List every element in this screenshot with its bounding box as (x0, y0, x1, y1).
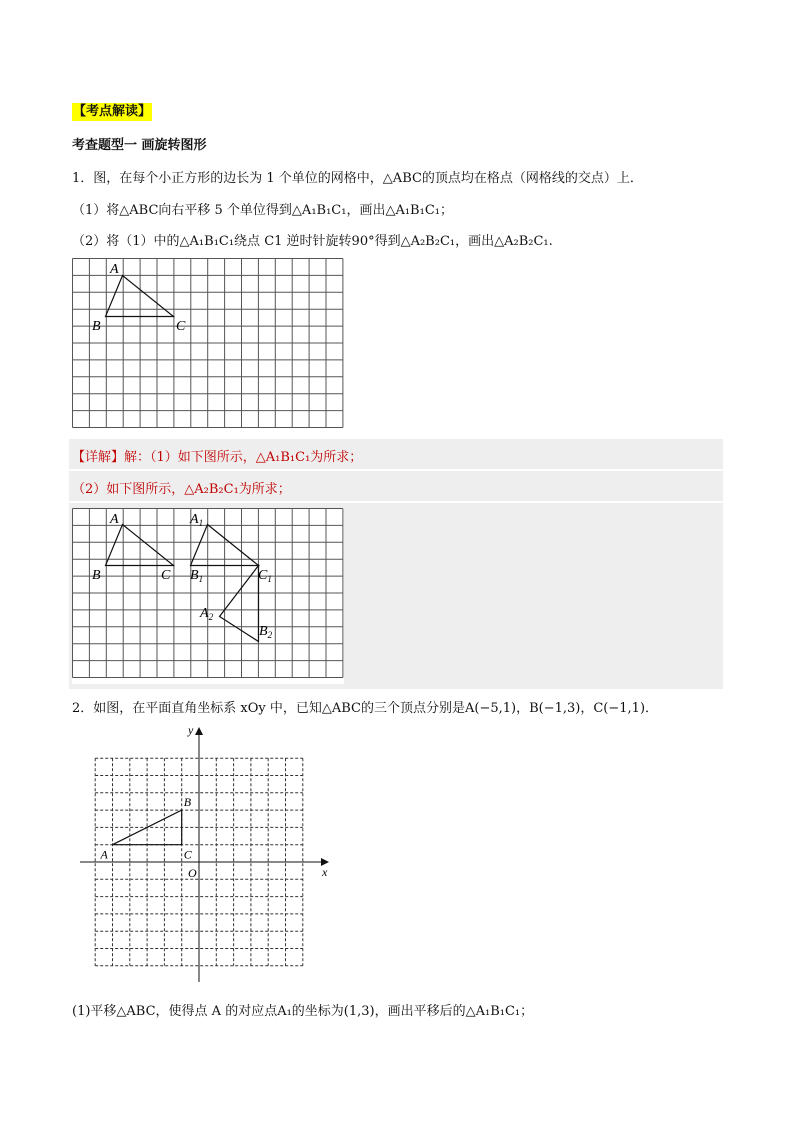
solution-line-2: （2）如下图所示，△A₂B₂C₁为所求； (72, 482, 291, 497)
figure-2-grid (72, 508, 344, 684)
label-a: A (110, 512, 119, 527)
label-a: A (100, 847, 108, 862)
label-a1-letter: A (190, 512, 199, 527)
grid-lines (73, 259, 343, 428)
label-c: C (176, 319, 186, 334)
question-1-part-2: （2）将（1）中的△A₁B₁C₁绕点 C1 逆时针旋转90°得到△A₂B₂C₁，画出△A₂B₂C₁. (72, 234, 553, 249)
label-b1-sub: 1 (198, 574, 204, 584)
question-1-stem: 1．图，在每个小正方形的边长为 1 个单位的网格中，△ABC的顶点均在格点（网格线的交点）上． (72, 171, 643, 186)
solution-line-1 (72, 446, 362, 465)
section-heading: 考查题型一 画旋转图形 (72, 138, 207, 153)
label-c: C (183, 847, 192, 862)
y-axis-label: y (188, 723, 194, 737)
label-a2-letter: A (200, 606, 209, 621)
question-2-stem: 2．如图，在平面直角坐标系 xOy 中，已知△ABC的三个顶点分别是A(−5,1)，B(−1,3)，C(−1,1)． (72, 701, 659, 716)
label-b1-letter: B (190, 568, 199, 583)
label-b2-letter: B (259, 624, 268, 639)
label-a: A (110, 262, 119, 277)
label-c1-sub: 1 (267, 574, 272, 584)
x-axis-label: x (322, 865, 328, 879)
label-c1-letter: C (258, 568, 268, 583)
question-2-part-1: (1)平移△ABC，使得点 A 的对应点A₁的坐标为(1,3)，画出平移后的△A₁B₁C₁； (72, 1004, 534, 1019)
label-b2-sub: 2 (267, 630, 273, 640)
question-1-part-1: （1）将△ABC向右平移 5 个单位得到△A₁B₁C₁，画出△A₁B₁C₁； (72, 203, 453, 218)
triangle-abc (106, 276, 174, 317)
label-a2-sub: 2 (208, 612, 214, 622)
solution-text-1: 解：（1）如下图所示，△A₁B₁C₁为所求； (124, 450, 363, 465)
label-b: B (92, 319, 101, 334)
solution-tag: 【详解】 (72, 450, 125, 465)
label-c: C (161, 568, 171, 583)
coordinate-plane (72, 720, 334, 985)
figure-1-grid (72, 258, 344, 434)
label-b: B (92, 568, 101, 583)
label-b: B (183, 795, 192, 810)
origin-label: O (188, 866, 197, 880)
label-a1-sub: 1 (198, 518, 204, 528)
section-tag: 【考点解读】 (73, 104, 152, 119)
